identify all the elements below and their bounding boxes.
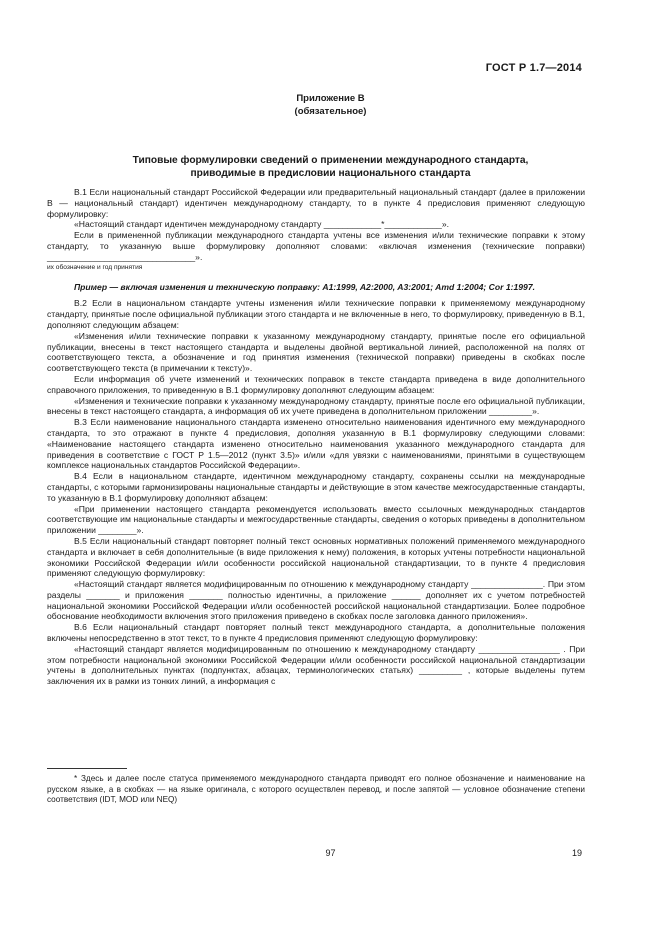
paragraph-b3: В.3 Если наименование национального стандарта изменено относительно наименования идентичного ему международного стандарта, то это отражают в пункте 4 предисловия, дополняя указанную в В.1 формулировку следующими словами: «Наименование настоящего стандарта изменено относительно наименования указанного международного стандарта для приведения в соответствие с ГОСТ Р 1.5—2012 (пункт 3.5)» и/или «для увязки с наименованиями, принятыми в существующем комплексе национальных стандартов Российской Федерации». [47,417,585,471]
paragraph-b2-info: Если информация об учете изменений и технических поправок в тексте стандарта приведена в виде дополнительного справочного приложения, то приведенную в В.1 формулировку дополняют следующим абзацем: [47,373,585,395]
page-number-center: 97 [325,848,336,858]
paragraph-b6: В.6 Если национальный стандарт повторяет полный текст международного стандарта, а дополнительные положения включены непосредственно в этот текст, то в пункте 4 предисловия применяют следующую формулировку: [47,622,585,644]
paragraph-b2-quote: «Изменения и/или технические поправки к указанному международному стандарту, принятые после его официальной публикации, внесены в текст настоящего стандарта и выделены двойной вертикальной линией, расположенной на полях от соответствующего текста, а обозначение и год принятия изменения (технической поправки) приведены в скобках после соответствующего текста (в примечании к тексту)». [47,330,585,374]
title-line-1: Типовые формулировки сведений о применении международного стандарта, [132,155,529,166]
example-text: Пример — включая изменения и техническую поправку: A1:1999, A2:2000, A3:2001; Amd 1:2004; Cor 1:1997. [74,281,535,292]
appendix-heading [0,92,661,118]
body-text [47,187,585,687]
standard-designation: ГОСТ Р 1.7—2014 [485,62,582,74]
paragraph-b2-info-quote: «Изменения и технические поправки к указанному международному стандарту, принятые после его официальной публикации, внесены в текст настоящего стандарта, а информация об их учете приведена в дополнительном приложении _________». [47,395,585,417]
paragraph-b1-formula: «Настоящий стандарт идентичен международному стандарту ____________*____________». [74,219,449,230]
paragraph-b5-quote: «Настоящий стандарт является модифицированным по отношению к международному стандарту _______________. При этом разделы _______ и приложения _______ полностью идентичны, а приложение ______ дополняет их с учетом потребностей национальной экономики Российской Федерации и/или особенностей российской национальной стандартизации. Более подробное обоснование необходимости включения этого приложения приведено в скобках после заголовка данного приложения». [47,579,585,622]
paragraph-b2: В.2 Если в национальном стандарте учтены изменения и/или технические поправки к применяемому международному стандарту, принятые после официальной публикации этого стандарта и не включенные в него, то формулировку, приведенную в В.1, дополняют следующим абзацем: [47,298,585,330]
appendix-status: (обязательное) [294,106,367,117]
footnote [47,774,585,806]
paragraph-b6-quote: «Настоящий стандарт является модифицированным по отношению к международному стандарту _________________ . При этом потребности национальной экономики Российской Федерации и/или особенности российской национальной стандартизации учтены в дополнительных пунктах (подпунктах, абзацах, терминологических статьях) _________ , которые выделены путем заключения их в рамки из тонких линий, а информация с [47,643,585,687]
paragraph-b4-quote: «При применении настоящего стандарта рекомендуется использовать вместо ссылочных международных стандартов соответствующие им национальные стандарты и межгосударственные стандарты, сведения о которых приведены в дополнительном приложении ________». [47,503,585,536]
footnote-text: * Здесь и далее после статуса применяемого международного стандарта приводят его полное обозначение и наименование на русском языке, а в скобках — на языке оригинала, с которого осуществлен перевод, и после запятой — условное обозначение степени соответствия (IDT, MOD или NEQ) [47,774,585,805]
title-line-2: приводимые в предисловии национального стандарта [190,168,471,179]
appendix-label: Приложение В [296,93,365,104]
section-title [40,154,621,180]
paragraph-b1-amendments: Если в примененной публикации международного стандарта учтены все изменения и/или технические поправки к этому стандарту, то указанную выше формулировку дополняют словами: «включая изменения (технические поправки) _______________________________». [47,230,585,262]
paragraph-b1: В.1 Если национальный стандарт Российской Федерации или предварительный национальный стандарт (далее в приложении В — национальный стандарт) идентичен международному стандарту, то в пункте 4 предисловия применяют следующую формулировку: [47,187,585,219]
footnote-divider [47,768,127,769]
paragraph-b5: В.5 Если национальный стандарт повторяет полный текст основных нормативных положений применяемого международного стандарта и включает в себя дополнительные (в виде приложения к нему) положения, в которых учтены потребности национальной экономики Российской Федерации и/или особенности российской национальной стандартизации, то в пункте 4 предисловия применяют следующую формулировку: [47,535,585,579]
blank-caption: их обозначение и год принятия [47,263,143,271]
paragraph-b4: В.4 Если в национальном стандарте, идентичном международному стандарту, сохранены ссылки на международные стандарты, с которыми гармонизированы национальные стандарты и действующие в этом качестве межгосударственные стандарты, то указанную в В.1 формулировку дополняют абзацем: [47,471,585,503]
page-number-right: 19 [571,848,582,858]
